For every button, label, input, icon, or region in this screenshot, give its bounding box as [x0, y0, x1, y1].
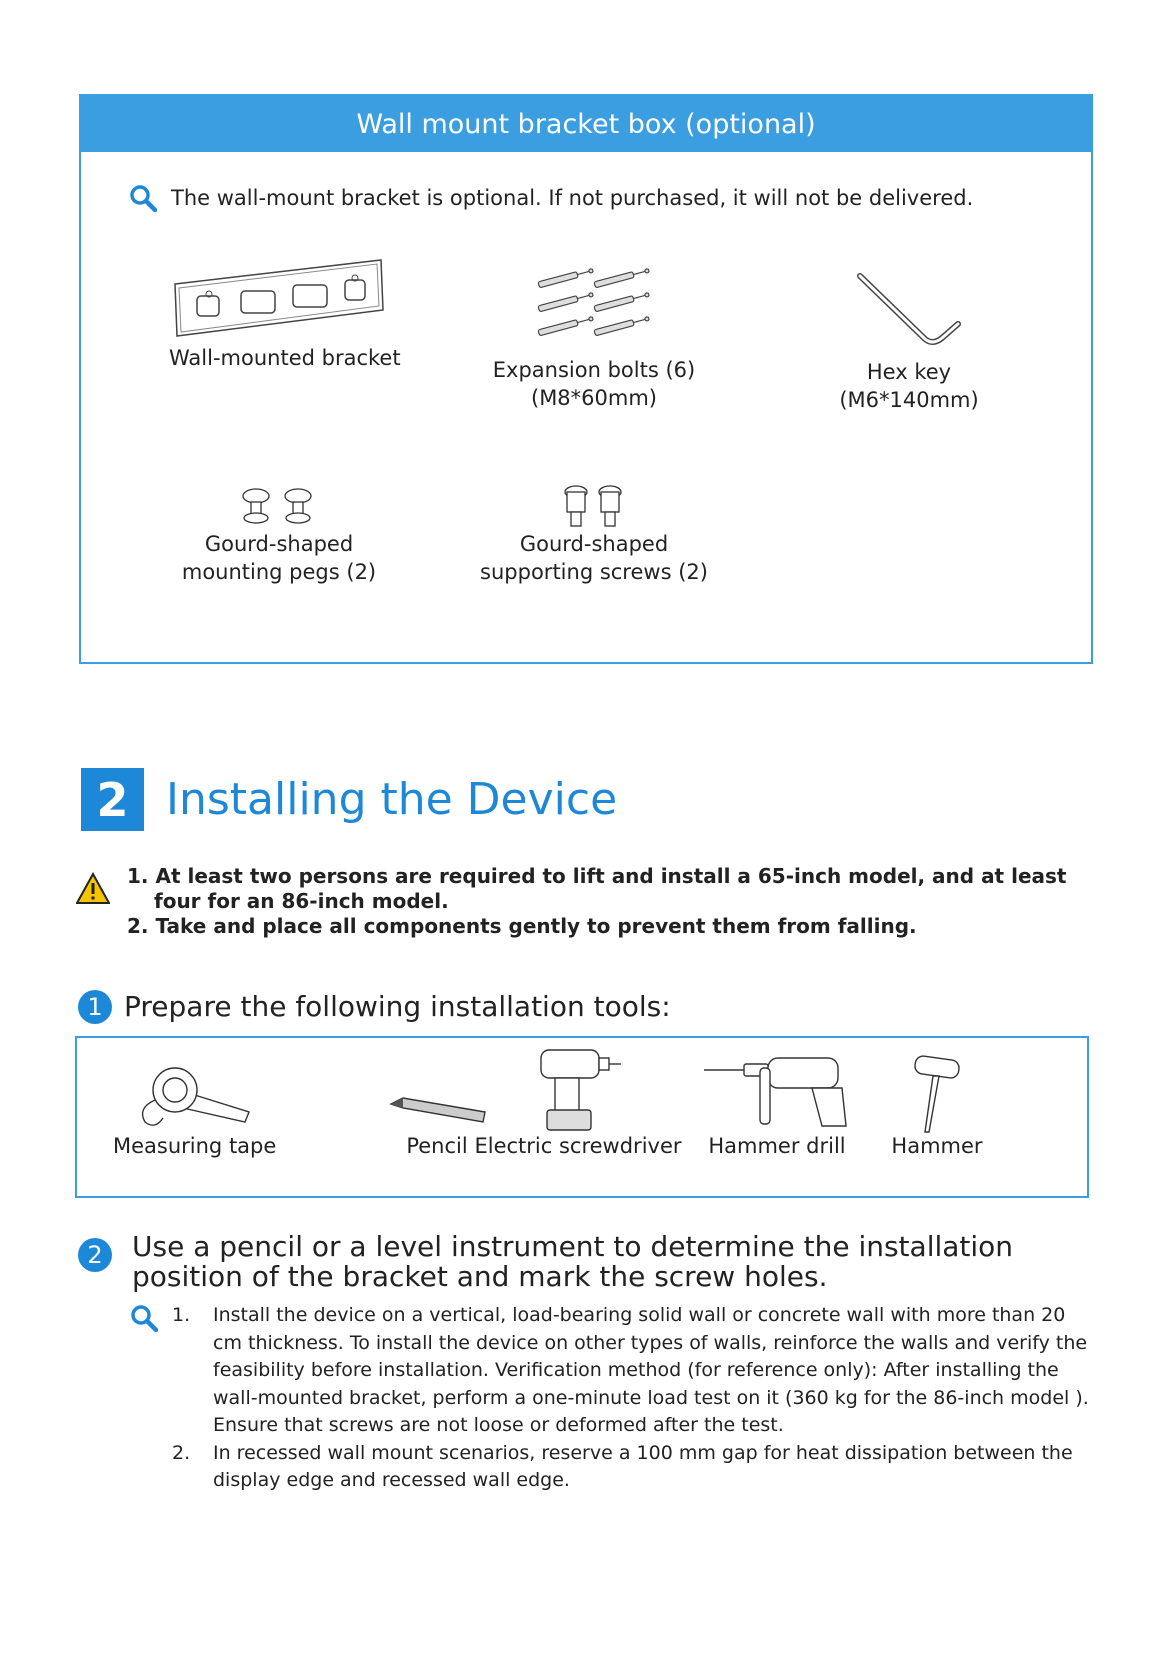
hammer-drill-icon [702, 1054, 852, 1134]
tool-label: Measuring tape [113, 1134, 277, 1158]
step-number: 2 [78, 1238, 112, 1272]
item-label: Gourd-shaped [519, 532, 669, 556]
tool-label: Electric screwdriver [474, 1134, 682, 1158]
warning-list [127, 864, 1097, 939]
warning-icon [76, 872, 110, 906]
step-2 [78, 1232, 1102, 1292]
tools-box [75, 1036, 1089, 1198]
note-item [130, 1302, 1090, 1440]
mounting-pegs-icon [234, 486, 324, 528]
note-number: 2. [172, 1441, 191, 1464]
section-number: 2 [81, 768, 144, 831]
step-text: Use a pencil or a level instrument to determine the installation position of the bracket and mark the screw holes. [132, 1230, 1014, 1293]
item-label: Hex key [866, 360, 952, 384]
expansion-bolts-icon [534, 268, 654, 344]
item-label: Gourd-shaped [204, 532, 354, 556]
item-hex-key [829, 272, 989, 414]
step-2-notes [130, 1302, 1090, 1495]
tool-label: Hammer drill [708, 1134, 846, 1158]
item-expansion-bolts [489, 268, 699, 412]
pencil-icon [387, 1064, 487, 1134]
electric-screwdriver-icon [533, 1044, 623, 1134]
item-label-spec: (M6*140mm) [839, 388, 979, 412]
tool-label: Pencil [406, 1134, 468, 1158]
item-mounting-pegs [169, 486, 389, 586]
note-item [130, 1440, 1090, 1495]
item-label: Expansion bolts (6) [492, 358, 696, 382]
step-text: Prepare the following installation tools: [124, 990, 671, 1023]
bracket-box-title: Wall mount bracket box (optional) [81, 96, 1091, 152]
step-1 [78, 990, 671, 1024]
item-supporting-screws [469, 484, 719, 586]
bracket-note [129, 184, 973, 212]
tool-electric-screwdriver [473, 1044, 683, 1158]
item-label-spec: mounting pegs (2) [181, 560, 377, 584]
note-text: In recessed wall mount scenarios, reserve a 100 mm gap for heat dissipation between the display edge and recessed wall edge. [213, 1441, 1073, 1491]
wall-bracket-icon [169, 254, 389, 344]
warning-item: 1. At least two persons are required to lift and install a 65-inch model, and at least four for an 86-inch model. [127, 864, 1067, 913]
tool-measuring-tape [113, 1064, 277, 1158]
bracket-note-text: The wall-mount bracket is optional. If not purchased, it will not be delivered. [171, 186, 974, 210]
tool-hammer [877, 1054, 997, 1158]
tool-hammer-drill [677, 1054, 877, 1158]
note-text: Install the device on a vertical, load-bearing solid wall or concrete wall with more than 20 cm thickness. To install the device on other types of walls, reinforce the walls and verify the feasibility before installation. Verification method (for reference only): After installing the wall-mounted bracket, perform a one-minute load test on it (360 kg for the 86-inch model ). Ensure that screws are not loose or deformed after the test. [213, 1304, 1089, 1436]
item-label-spec: (M8*60mm) [531, 386, 657, 410]
step-number: 1 [78, 990, 112, 1024]
item-label: Wall-mounted bracket [169, 346, 401, 370]
tool-label: Hammer [891, 1134, 983, 1158]
note-number: 1. [172, 1304, 191, 1326]
item-wall-mounted-bracket [169, 254, 401, 372]
measuring-tape-icon [133, 1064, 253, 1134]
warning-item: 2. Take and place all components gently to prevent them from falling. [127, 914, 917, 938]
section-title: Installing the Device [166, 774, 618, 825]
item-label-spec: supporting screws (2) [480, 560, 708, 584]
hex-key-icon [854, 272, 964, 348]
supporting-screws-icon [554, 484, 634, 530]
hammer-icon [907, 1054, 967, 1134]
section-heading [81, 768, 617, 831]
magnifier-icon [129, 184, 157, 212]
bracket-box [79, 94, 1093, 664]
